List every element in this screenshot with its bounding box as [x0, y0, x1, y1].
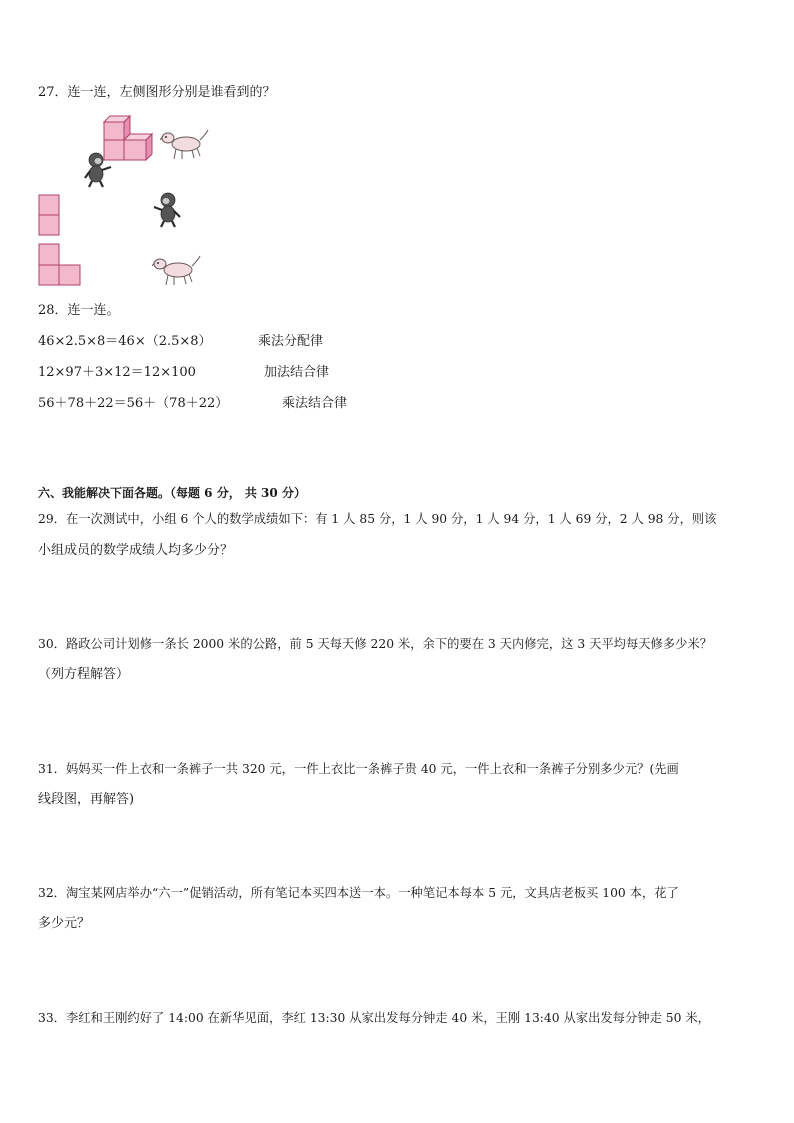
q28-law-1: 乘法分配律	[258, 334, 324, 349]
q28-title: 28．连一连。	[38, 303, 120, 318]
q28-law-3: 乘法结合律	[282, 396, 348, 411]
q28-law-2: 加法结合律	[264, 365, 330, 380]
q30-line2: （列方程解答）	[38, 667, 130, 682]
q29-line2: 小组成员的数学成绩人均多少分？	[38, 543, 234, 558]
monkey-icon	[82, 152, 114, 188]
monkey-icon	[152, 192, 184, 228]
view-shape-vertical	[38, 194, 62, 236]
q28-expr-3: 56＋78＋22＝56＋（78＋22）	[38, 396, 229, 411]
q30-line1: 30．路政公司计划修一条长 2000 米的公路，前 5 天每天修 220 米，余下的要在 3 天内修完，这 3 天平均每天修多少米？	[38, 637, 713, 651]
q29-line1: 29．在一次测试中，小组 6 个人的数学成绩如下：有 1 人 85 分，1 人 90 分，1 人 94 分，1 人 69 分，2 人 98 分，则该	[38, 512, 717, 526]
q32-line2: 多少元？	[38, 916, 91, 931]
q31-line1: 31．妈妈买一件上衣和一条裤子一共 320 元，一件上衣比一条裤子贵 40 元，一件上衣和一条裤子分别多少元？(先画	[38, 762, 679, 776]
dog-icon	[160, 126, 210, 162]
q28-expr-1: 46×2.5×8＝46×（2.5×8）	[38, 334, 212, 349]
q32-line1: 32．淘宝某网店举办“六一”促销活动，所有笔记本买四本送一本。一种笔记本每本 5 元，文具店老板买 100 本，花了	[38, 886, 679, 900]
q28-expr-2: 12×97＋3×12＝12×100	[38, 365, 196, 380]
section6-heading: 六、我能解决下面各题。（每题 6 分， 共 30 分）	[38, 486, 306, 500]
dog-icon	[152, 252, 202, 288]
q33-line1: 33．李红和王刚约好了 14:00 在新华见面，李红 13:30 从家出发每分钟走 40 米，王刚 13:40 从家出发每分钟走 50 米，	[38, 1011, 710, 1025]
view-shape-l	[38, 243, 84, 287]
q31-line2: 线段图，再解答)	[38, 792, 135, 807]
q27-text: 27．连一连，左侧图形分别是谁看到的？	[38, 85, 276, 100]
